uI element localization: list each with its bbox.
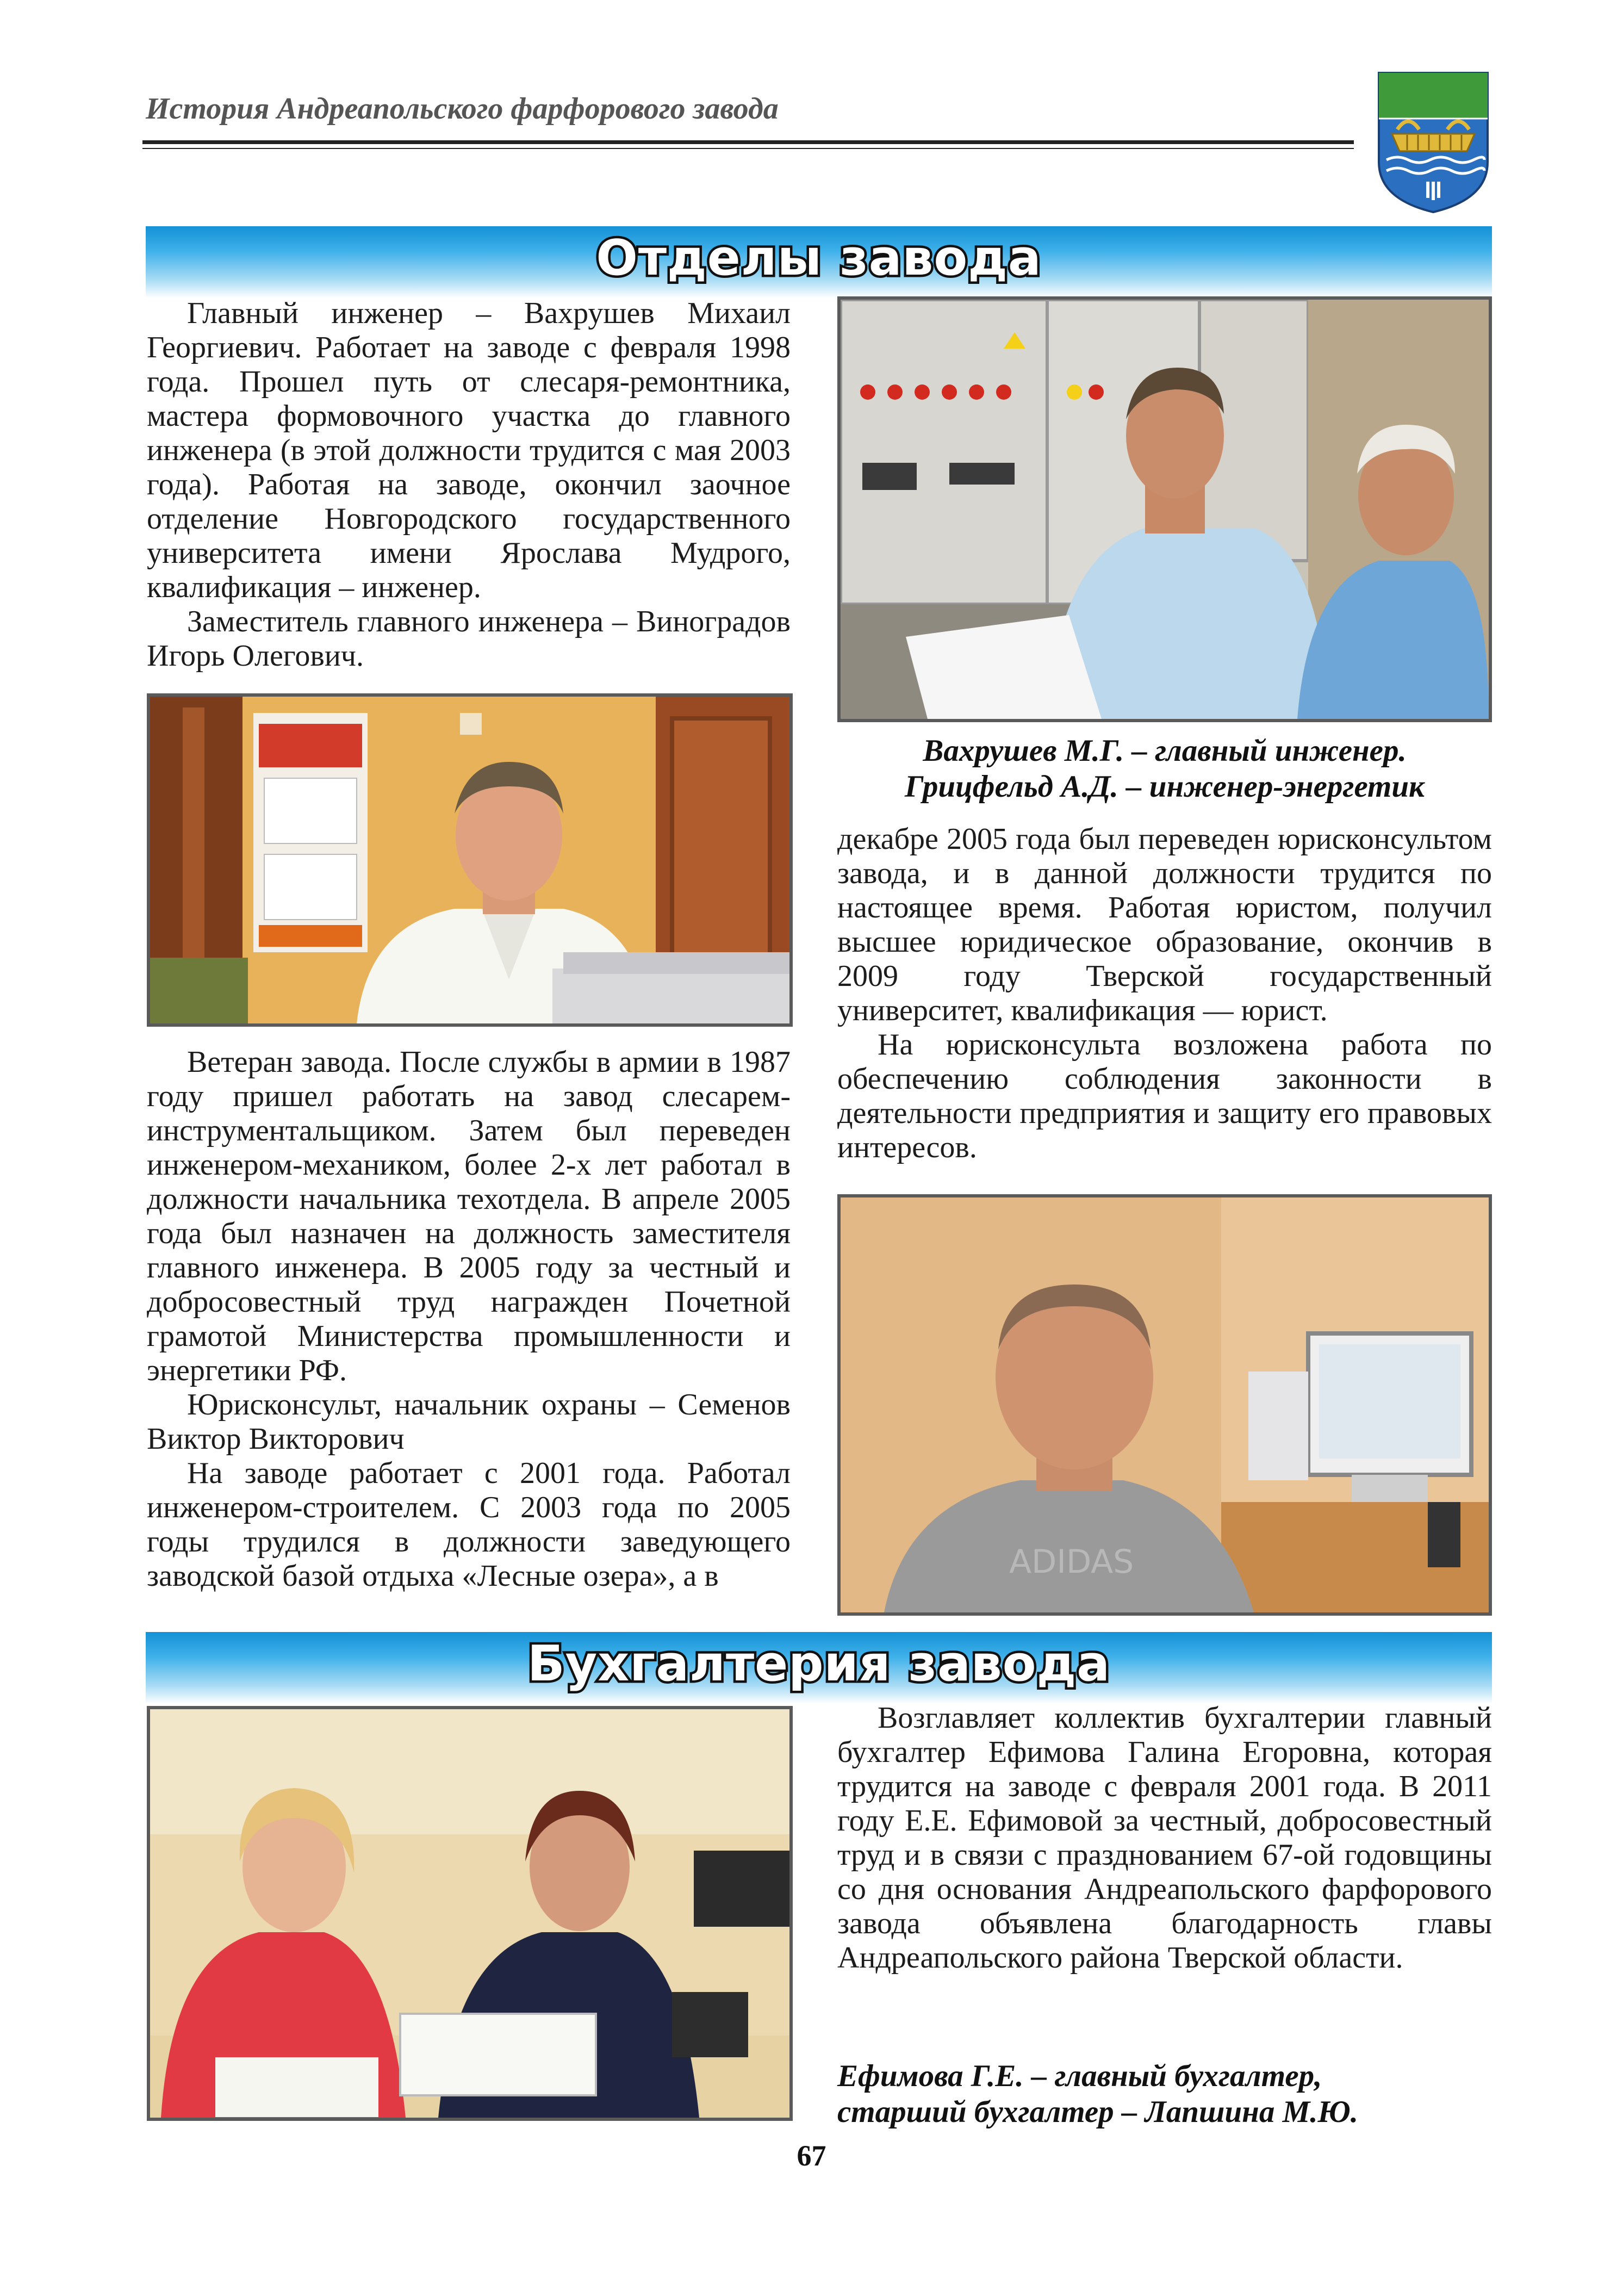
section-title-departments: Отделы завода — [596, 229, 1042, 287]
paragraph-chief-accountant: Возглавляет коллектив бухгалтерии главный бухгалтер Ефимова Галина Егоровна, которая трудится на заводе с февраля 2001 года. В 2011 году Е.Е. Ефимовой за честный, добросовестный труд и в связи с празднованием 67-ой годовщины со дня основания Андреапольского фарфорового завода объявлена благодарность главы Андреапольского района Тверской области. — [837, 1701, 1492, 1975]
header-rule-thick — [142, 140, 1354, 144]
caption-accounting — [837, 2058, 1492, 2130]
right-column-text — [837, 822, 1492, 1165]
left-column-top-text — [147, 296, 791, 673]
running-header-title: История Андреапольского фарфорового завода — [146, 92, 779, 126]
photo-accounting-staff — [147, 1706, 793, 2121]
header-rule-thin — [142, 148, 1354, 149]
paragraph-legal-counsel-career: На заводе работает с 2001 года. Работал инженером-строителем. С 2003 года по 2005 годы трудился в должности заведующего заводской базой отдыха «Лесные озера», а в — [147, 1456, 791, 1593]
photo-legal-counsel — [837, 1194, 1492, 1616]
svg-text:ADIDAS: ADIDAS — [1009, 1543, 1134, 1581]
paragraph-legal-counsel-title: Юрисконсульт, начальник охраны – Семенов Виктор Викторович — [147, 1388, 791, 1456]
paragraph-legal-counsel-duties: На юрисконсульта возложена работа по обеспечению соблюдения законности в деятельности предприятия и защиту его правовых интересов. — [837, 1028, 1492, 1164]
accounting-text — [837, 1701, 1492, 1975]
coat-of-arms-emblem — [1376, 70, 1491, 215]
section-title-accounting: Бухгалтерия завода — [527, 1635, 1111, 1692]
paragraph-deputy-chief-engineer: Заместитель главного инженера – Виноградов Игорь Олегович. — [147, 605, 791, 673]
section-banner-departments — [146, 226, 1492, 298]
page-number: 67 — [797, 2139, 826, 2172]
paragraph-veteran: Ветеран завода. После службы в армии в 1987 году пришел работать на завод слесарем-инструментальщиком. Затем был переведен инженером-механиком, более 2-х лет работал в должности начальника техотдела. В апреле 2005 года был назначен на должность заместителя главного инженера. В 2005 году за честный и добросовестный труд награжден Почетной грамотой Министерства промышленности и энергетики РФ. — [147, 1045, 791, 1387]
paragraph-chief-engineer: Главный инженер – Вахрушев Михаил Георгиевич. Работает на заводе с февраля 1998 года. Прошел путь от слесаря-ремонтника, мастера формовочного участка до главного инженера (в этой должности трудится с мая 2003 года). Работая на заводе, окончил заочное отделение Новгородского государственного университета имени Ярослава Мудрого, квалификация – инженер. — [147, 296, 791, 604]
caption-engineers — [837, 733, 1492, 805]
photo-deputy-chief-engineer — [147, 693, 793, 1027]
photo-engineers-control-panel — [837, 296, 1492, 722]
caption-accounting-line1: Ефимова Г.Е. – главный бухгалтер, — [837, 2059, 1322, 2093]
left-column-bottom-text — [147, 1045, 791, 1593]
paragraph-legal-counsel-continued: декабре 2005 года был переведен юрисконсультом завода, и в данной должности трудится по настоящее время. Работая юристом, получил высшее юридическое образование, окончив в 2009 году Тверской государственный университет, квалификация — юрист. — [837, 822, 1492, 1027]
section-banner-accounting — [146, 1632, 1492, 1704]
caption-accounting-line2: старший бухгалтер – Лапшина М.Ю. — [837, 2095, 1358, 2129]
caption-engineers-line2: Грицфельд А.Д. – инженер-энергетик — [905, 770, 1425, 804]
caption-engineers-line1: Вахрушев М.Г. – главный инженер. — [923, 734, 1407, 768]
